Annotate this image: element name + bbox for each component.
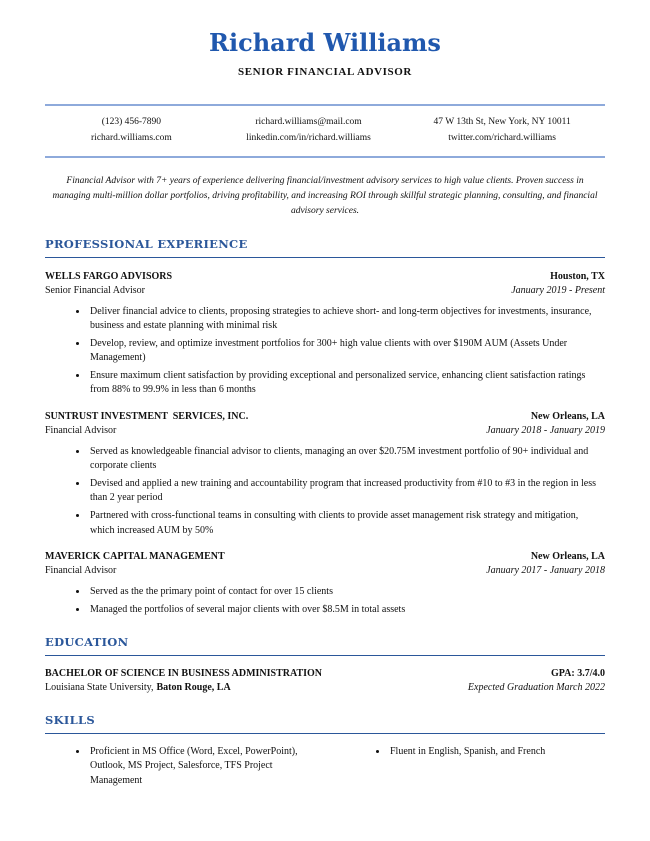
- job-title: Senior Financial Advisor: [45, 284, 145, 296]
- gpa-value: GPA: 3.7/4.0: [551, 668, 605, 680]
- section-heading-education: EDUCATION: [45, 635, 129, 650]
- graduation-date: Expected Graduation March 2022: [467, 682, 605, 694]
- job-location: Houston, TX: [550, 270, 605, 282]
- job-title-row: [45, 564, 605, 578]
- education-section: [45, 635, 605, 695]
- degree-name: BACHELOR OF SCIENCE IN BUSINESS ADMINISTRATION: [45, 668, 323, 680]
- section-rule: [45, 733, 605, 734]
- job-bullet-list: [45, 585, 605, 617]
- company-name: MAVERICK CAPITAL MANAGEMENT: [45, 550, 225, 562]
- section-rule: [45, 655, 605, 656]
- section-heading-experience: PROFESSIONAL EXPERIENCE: [45, 236, 248, 251]
- contact-grid: [49, 117, 601, 143]
- person-name: Richard Williams: [209, 28, 441, 57]
- job-bullet: • Ensure maximum client satisfaction by providing exceptional and personalized service, enhancing client satisfaction ratings from 88% to 99.9% in less than 6 months: [88, 369, 605, 397]
- job-bullet: • Develop, review, and optimize investment portfolios for 300+ high value clients with over $190M AUM (Assets Under Management): [88, 337, 605, 365]
- school-name-text: Louisiana State University,: [45, 682, 154, 694]
- job-dates: January 2019 - Present: [511, 284, 605, 296]
- person-title: SENIOR FINANCIAL ADVISOR: [238, 66, 412, 79]
- job-title: Financial Advisor: [45, 564, 117, 576]
- job-dates: January 2018 - January 2019: [486, 424, 605, 436]
- job-location: New Orleans, LA: [530, 550, 605, 562]
- contact-linkedin: linkedin.com/in/richard.williams: [246, 133, 371, 144]
- contact-phone: (123) 456-7890: [101, 117, 162, 128]
- job-bullet: • Served as knowledgeable financial advisor to clients, managing an over $20.75M investment portfolio of 90+ individual and corporate clients: [88, 445, 605, 473]
- job-bullet: • Devised and applied a new training and accountability program that increased productivity from #10 to #3 in the region in less than 2 year period: [88, 477, 605, 505]
- company-name: WELLS FARGO ADVISORS: [45, 270, 173, 282]
- job-dates: January 2017 - January 2018: [486, 564, 605, 576]
- contact-website: richard.williams.com: [91, 133, 172, 144]
- contact-twitter: twitter.com/richard.williams: [448, 133, 556, 144]
- skills-grid: [45, 736, 605, 792]
- company-name: SUNTRUST INVESTMENT SERVICES, INC.: [45, 410, 249, 422]
- job-bullet: • Managed the portfolios of several major clients with over $8.5M in total assets: [88, 603, 605, 617]
- job-title-row: [45, 284, 605, 298]
- contact-email: richard.williams@mail.com: [255, 117, 362, 128]
- contact-section: [45, 104, 605, 158]
- section-rule: [45, 257, 605, 258]
- job-entry: [45, 410, 605, 538]
- job-bullet-list: [45, 305, 605, 398]
- job-title: Financial Advisor: [45, 424, 117, 436]
- job-title-row: [45, 424, 605, 438]
- school-location: Baton Rouge, LA: [156, 682, 231, 694]
- job-header-row: [45, 410, 605, 424]
- degree-row: [45, 667, 605, 681]
- job-entry: [45, 550, 605, 617]
- job-header-row: [45, 550, 605, 564]
- job-entry: [45, 270, 605, 398]
- job-bullet-list: [45, 445, 605, 538]
- school-row: [45, 681, 605, 695]
- job-bullet: • Deliver financial advice to clients, proposing strategies to achieve short- and long-term objectives for investments, insurance, business and estate planning with minimal risk: [88, 305, 605, 333]
- skill-item: • Fluent in English, Spanish, and French: [388, 745, 605, 759]
- section-heading-skills: SKILLS: [45, 713, 95, 728]
- experience-section: [45, 237, 605, 618]
- job-location: New Orleans, LA: [530, 410, 605, 422]
- school-name: [45, 681, 231, 695]
- job-bullet: • Served as the the primary point of contact for over 15 clients: [88, 585, 605, 599]
- skills-section: [45, 713, 605, 792]
- summary-text: Financial Advisor with 7+ years of experience delivering financial/investment advisory services to high value clients. Proven success in managing multi-million dollar portfolios, driving profitability, and increasing ROI through skillful strategic planning, consulting, and financial advisory services.: [52, 176, 598, 216]
- skills-column-right: [345, 745, 605, 792]
- job-bullet: • Partnered with cross-functional teams in consulting with clients to provide asset management risk strategy and mitigation, which increased AUM by 50%: [88, 509, 605, 537]
- job-header-row: [45, 270, 605, 284]
- skill-item: • Proficient in MS Office (Word, Excel, PowerPoint), Outlook, MS Project, Salesforce, TFS Project Management: [88, 745, 306, 788]
- contact-address: 47 W 13th St, New York, NY 10011: [433, 117, 571, 128]
- skills-column-left: [45, 745, 345, 792]
- education-entry: [45, 667, 605, 695]
